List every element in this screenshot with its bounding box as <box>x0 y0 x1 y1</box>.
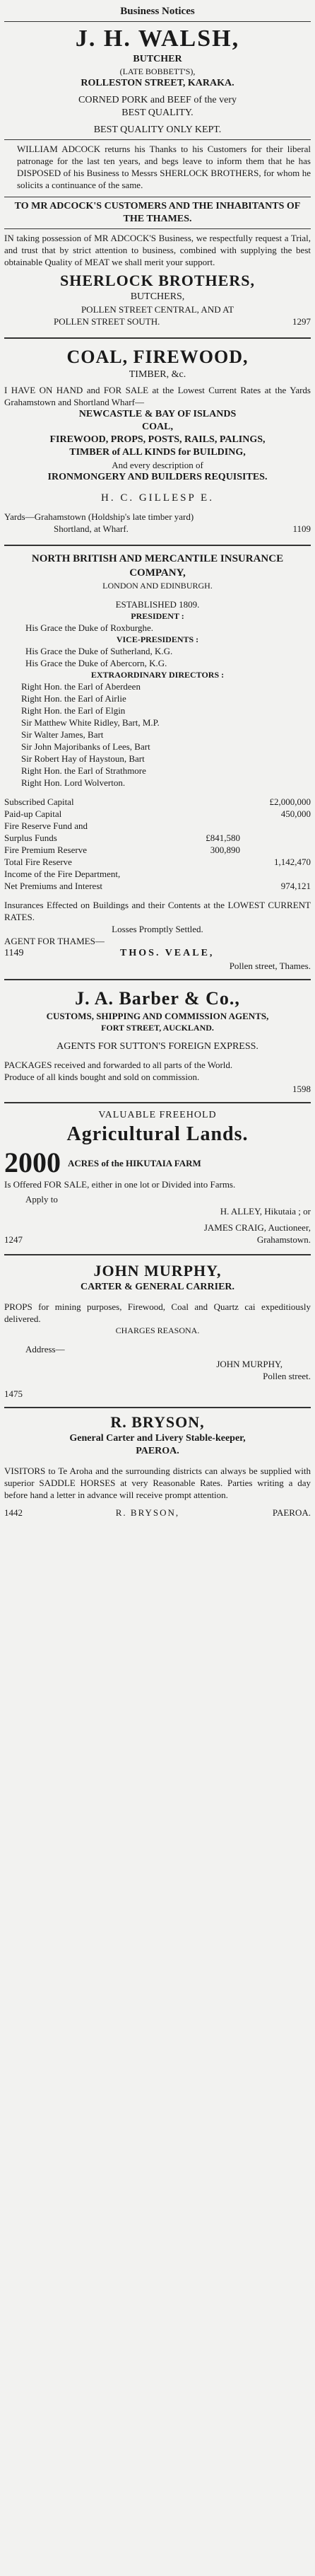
ad-murphy <box>4 1261 311 1400</box>
ad-person: Right Hon. Lord Wolverton. <box>21 777 126 788</box>
ad-pretitle: VALUABLE FREEHOLD <box>98 1110 217 1120</box>
divider <box>4 1254 311 1255</box>
ad-label: PRESIDENT : <box>131 611 184 621</box>
ad-body: Insurances Effected on Buildings and their Contents at the LOWEST CURRENT RATES. <box>4 900 311 922</box>
ad-line: AGENTS FOR SUTTON'S FOREIGN EXPRESS. <box>57 1041 258 1052</box>
ad-ref: 1149 <box>4 948 24 958</box>
ad-label: EXTRAORDINARY DIRECTORS : <box>90 670 225 680</box>
agent-label: AGENT FOR THAMES— <box>4 936 105 946</box>
ad-person: Right Hon. the Earl of Strathmore <box>21 765 146 776</box>
ad-label: VICE-PRESIDENTS : <box>116 634 199 644</box>
ad-title: NORTH BRITISH AND MERCANTILE INSURANCE COMPANY, <box>31 553 284 579</box>
finance-row <box>4 820 311 832</box>
ad-subtitle: General Carter and Livery Stable-keeper, <box>69 1433 246 1444</box>
ad-ref: 1475 <box>4 1388 23 1399</box>
ad-person: Right Hon. the Earl of Aberdeen <box>21 681 141 692</box>
divider <box>4 228 311 229</box>
divider <box>4 545 311 546</box>
section-heading: Business Notices <box>120 6 195 17</box>
firm-address: POLLEN STREET CENTRAL, AND AT <box>81 304 234 315</box>
notice-body: IN taking possession of MR ADCOCK'S Business, we respectfully request a Trial, and trust that by strict attention to business, combined with supplying the best obtainable Quality of MEAT we shall merit your support. <box>4 233 311 267</box>
ad-line: COAL, <box>142 422 173 432</box>
ad-former: (LATE BOBBETT'S), <box>119 66 196 76</box>
ad-subtitle: TIMBER, &c. <box>129 369 186 380</box>
ad-agent-row <box>4 1234 311 1246</box>
ad-address: ROLLESTON STREET, KARAKA. <box>81 78 234 88</box>
ad-title: J. H. WALSH, <box>75 25 240 52</box>
firm-address-row <box>4 315 311 327</box>
ad-address-label: Address— <box>25 1344 65 1354</box>
ad-line: FIREWOOD, PROPS, POSTS, RAILS, PALINGS, <box>49 434 266 445</box>
ad-body: PROPS for mining purposes, Firewood, Coal and Quartz cai expeditiously delivered. <box>4 1301 311 1324</box>
ad-losses: Losses Promptly Settled. <box>112 924 203 934</box>
ad-trade: BUTCHER <box>133 54 182 64</box>
ad-person: Sir Walter James, Bart <box>21 729 104 740</box>
ad-ref: 1109 <box>292 523 311 534</box>
finance-row <box>4 868 311 880</box>
firm-trade: BUTCHERS, <box>130 291 185 302</box>
finance-row <box>4 880 311 892</box>
ad-person: Right Hon. the Earl of Airlie <box>21 693 126 704</box>
divider <box>4 979 311 980</box>
ad-land <box>4 1109 311 1246</box>
ad-address: Pollen street. <box>263 1371 311 1381</box>
agent-name: THOS. VEALE, <box>120 948 215 958</box>
ad-location: LONDON AND EDINBURGH. <box>102 581 213 591</box>
ad-line: TIMBER of ALL KINDS for BUILDING, <box>69 447 246 458</box>
ad-name: R. BRYSON, <box>115 1507 180 1518</box>
ad-line: NEWCASTLE & BAY OF ISLANDS <box>78 409 237 419</box>
finance-label: Income of the Fire Department, <box>4 869 121 879</box>
firm-address: POLLEN STREET SOUTH. <box>54 316 160 327</box>
ad-ref: 1442 <box>4 1507 23 1518</box>
finance-b: 1,142,470 <box>274 857 311 867</box>
ad-yards: Yards—Grahamstown (Holdship's late timber yard) <box>4 511 194 522</box>
ad-coal <box>4 346 311 535</box>
ad-agent: JAMES CRAIG, Auctioneer, <box>203 1222 311 1233</box>
ad-apply: Apply to <box>25 1194 58 1205</box>
acres-text: ACRES of the HIKUTAIA FARM <box>68 1157 201 1168</box>
ad-person: His Grace the Duke of Roxburghe. <box>25 622 153 633</box>
ad-line: And every description of <box>112 460 203 470</box>
ad-bryson <box>4 1412 311 1519</box>
finance-a: £841,580 <box>206 832 240 843</box>
ad-charges: CHARGES REASONA. <box>115 1325 200 1335</box>
ad-line: FORT STREET, AUCKLAND. <box>101 1023 214 1033</box>
ad-title: J. A. Barber & Co., <box>75 988 240 1009</box>
ad-person: His Grace the Duke of Sutherland, K.G. <box>25 646 173 656</box>
finance-label: Paid-up Capital <box>4 808 62 819</box>
finance-label: Fire Reserve Fund and <box>4 820 88 831</box>
finance-label: Total Fire Reserve <box>4 857 72 867</box>
ad-title: COAL, FIREWOOD, <box>66 347 249 367</box>
agent-row <box>4 947 311 960</box>
finance-table <box>4 796 311 892</box>
acres-line <box>4 1147 311 1178</box>
ad-barber <box>4 987 311 1095</box>
finance-label: Surplus Funds <box>4 832 57 843</box>
acres-number: 2000 <box>4 1147 61 1178</box>
ad-ref: 1598 <box>292 1084 311 1094</box>
divider <box>4 139 311 140</box>
finance-b: 974,121 <box>280 881 311 891</box>
finance-b: £2,000,000 <box>269 796 311 807</box>
ad-yards: Shortland, at Wharf. <box>54 523 129 534</box>
finance-row <box>4 856 311 868</box>
divider <box>4 1102 311 1103</box>
finance-label: Subscribed Capital <box>4 796 74 807</box>
notice-heading: TO MR ADCOCK'S CUSTOMERS AND THE INHABITANTS OF THE THAMES. <box>14 201 301 224</box>
finance-a: 300,890 <box>210 845 240 855</box>
ad-title: Agricultural Lands. <box>66 1123 249 1145</box>
ad-line: BEST QUALITY ONLY KEPT. <box>93 124 222 135</box>
finance-row <box>4 832 311 844</box>
finance-label: Fire Premium Reserve <box>4 845 87 855</box>
ad-title: JOHN MURPHY, <box>93 1262 222 1280</box>
ad-name: JOHN MURPHY, <box>216 1359 283 1369</box>
ad-agent: Grahamstown. <box>256 1234 311 1245</box>
finance-b: 450,000 <box>280 808 311 819</box>
ad-body: I HAVE ON HAND and FOR SALE at the Lowest Current Rates at the Yards Grahamstown and Shortland Wharf— <box>4 385 311 407</box>
ad-place: PAEROA. <box>136 1446 179 1456</box>
ad-agent: H. ALLEY, Hikutaia ; or <box>220 1206 311 1217</box>
divider <box>4 337 311 339</box>
ad-name: H. C. GILLESP E. <box>101 492 214 504</box>
ad-body: Produce of all kinds bought and sold on commission. <box>4 1072 200 1082</box>
ad-person: Right Hon. the Earl of Elgin <box>21 705 126 716</box>
ad-ref: 1297 <box>292 316 311 327</box>
ad-body: VISITORS to Te Aroha and the surrounding districts can always be supplied with superior SADDLE HORSES at very Reasonable Rates. Parties writing a day before hand a letter in advance will receive prompt attention. <box>4 1466 311 1500</box>
ad-body: Is Offered FOR SALE, either in one lot or Divided into Farms. <box>4 1179 236 1190</box>
firm-name: SHERLOCK BROTHERS, <box>60 272 255 289</box>
ad-place: PAEROA. <box>272 1507 311 1518</box>
ad-line: CUSTOMS, SHIPPING AND COMMISSION AGENTS, <box>46 1011 269 1021</box>
ad-person: His Grace the Duke of Abercorn, K.G. <box>25 658 167 668</box>
ad-line: CORNED PORK and BEEF of the very <box>78 95 237 105</box>
notice-body: WILLIAM ADCOCK returns his Thanks to his Customers for their liberal patronage for the last ten years, and begs leave to inform them that he has DISPOSED of his Business to Messrs SHERLOCK BROTHERS, for whom he solicits a continuance of the same. <box>17 144 311 190</box>
ad-body: PACKAGES received and forwarded to all parts of the World. <box>4 1060 233 1070</box>
finance-row <box>4 796 311 808</box>
agent-address: Pollen street, Thames. <box>229 961 311 971</box>
ad-person: Sir Robert Hay of Haystoun, Bart <box>21 753 145 764</box>
ad-person: Sir Matthew White Ridley, Bart, M.P. <box>21 717 160 728</box>
ad-line: IRONMONGERY AND BUILDERS REQUISITES. <box>47 472 268 482</box>
ad-person: Sir John Majoribanks of Lees, Bart <box>21 741 150 752</box>
ad-title: R. BRYSON, <box>110 1413 205 1431</box>
ad-walsh <box>4 25 311 327</box>
divider <box>4 1407 311 1408</box>
divider <box>4 21 311 22</box>
ad-yards-row <box>4 523 311 535</box>
finance-row <box>4 844 311 856</box>
ad-subtitle: CARTER & GENERAL CARRIER. <box>80 1282 235 1292</box>
ad-line: BEST QUALITY. <box>121 108 194 118</box>
ad-ref: 1247 <box>4 1234 23 1245</box>
ad-insurance <box>4 552 311 972</box>
ad-sign-row <box>4 1507 311 1519</box>
finance-row <box>4 808 311 820</box>
finance-label: Net Premiums and Interest <box>4 881 102 891</box>
ad-established: ESTABLISHED 1809. <box>115 599 200 610</box>
